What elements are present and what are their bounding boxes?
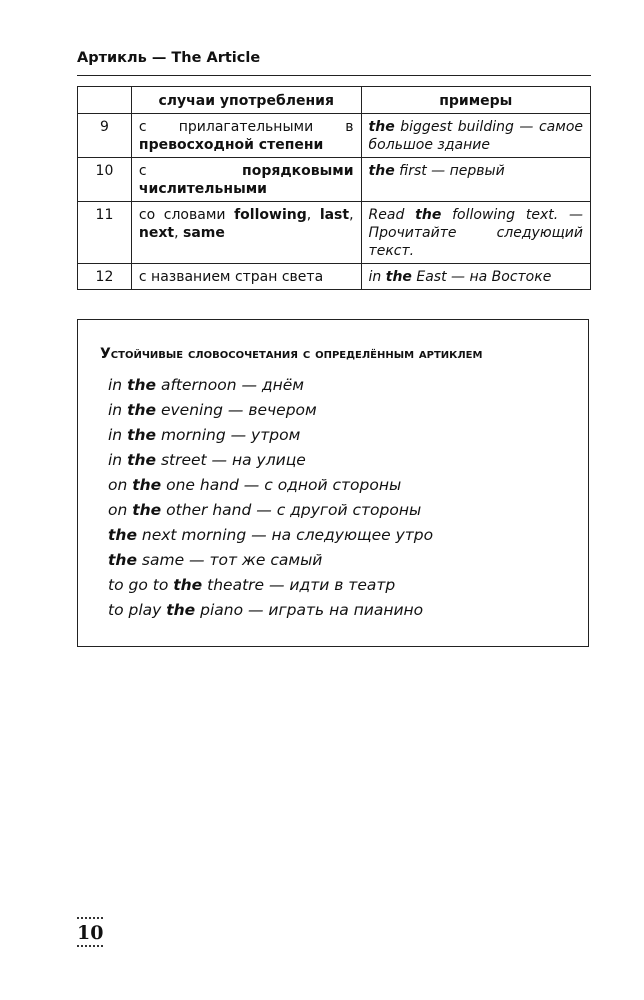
text-run: first — первый [394,163,505,179]
bold-text-run: the [368,163,395,179]
text-run: in [108,426,128,444]
text-run: same — тот же самый [136,551,323,569]
bold-text-run: the [132,476,162,494]
row-number: 11 [78,202,132,264]
column-header-examples: примеры [361,87,590,114]
text-run: street — на улице [156,451,306,469]
table-row [78,264,591,290]
text-run: , [174,225,183,241]
text-run: , [349,207,354,223]
bold-text-run: same [183,225,225,241]
bold-text-run: the [132,501,162,519]
text-run: morning — утром [156,426,301,444]
set-phrases-list [108,373,433,623]
bold-text-run: the [108,551,137,569]
list-item [108,423,433,448]
text-run: afternoon — днём [156,376,304,394]
usage-cell [131,158,361,202]
text-run: to play [108,601,167,619]
bold-text-run: the [127,401,157,419]
text-run: on [108,501,133,519]
bold-text-run: the [385,269,412,285]
running-header: Артикль — The Article [77,50,261,66]
example-cell [361,264,590,290]
text-run: с [138,163,243,179]
bold-text-run: the [166,601,196,619]
row-number: 9 [78,114,132,158]
table-row [78,158,591,202]
text-run: с прилагательными в [138,119,354,135]
example-cell [361,158,590,202]
list-item [108,473,433,498]
bold-text-run: порядковыми числительными [138,163,354,197]
bold-text-run: the [415,207,442,223]
table-header-row [78,87,591,114]
text-run: piano — играть на пианино [195,601,424,619]
set-phrases-box [77,319,589,647]
usage-cell [131,202,361,264]
column-header-usage: случаи употребления [131,87,361,114]
table-body [78,114,591,290]
bold-text-run: last [319,207,350,223]
list-item [108,373,433,398]
column-header-number [78,87,132,114]
text-run: East — на Востоке [411,269,552,285]
table-row [78,202,591,264]
text-run: in [108,376,128,394]
usage-cell [131,264,361,290]
list-item [108,598,433,623]
list-item [108,523,433,548]
text-run: in [108,451,128,469]
text-run: to go to [108,576,174,594]
text-run: one hand — с одной стороны [161,476,402,494]
bold-text-run: the [127,376,157,394]
text-run: in [108,401,128,419]
usage-table [77,86,591,290]
text-run: other hand — с другой стороны [161,501,422,519]
bold-text-run: the [127,451,157,469]
text-run: following text. — Прочитайте следующий текст. [368,207,583,259]
table-row [78,114,591,158]
page-number-dots-top [77,917,103,919]
text-run: с названием стран света [138,269,324,285]
page-number: 10 [77,922,104,944]
row-number: 12 [78,264,132,290]
text-run: in [368,269,386,285]
set-phrases-title: Устойчивые словосочетания с определённым артиклем [100,346,483,362]
bold-text-run: the [368,119,395,135]
header-rule [77,75,591,76]
list-item [108,498,433,523]
text-run: theatre — идти в театр [202,576,396,594]
bold-text-run: the [108,526,137,544]
example-cell [361,202,590,264]
list-item [108,573,433,598]
list-item [108,548,433,573]
text-run: , [306,207,320,223]
list-item [108,448,433,473]
bold-text-run: превосходной степени [138,137,324,153]
text-run: Read [368,207,416,223]
text-run: next morning — на следующее утро [136,526,434,544]
bold-text-run: next [138,225,175,241]
bold-text-run: the [173,576,203,594]
example-cell [361,114,590,158]
text-run: со словами [138,207,235,223]
usage-cell [131,114,361,158]
text-run: evening — вечером [156,401,317,419]
list-item [108,398,433,423]
text-run: on [108,476,133,494]
row-number: 10 [78,158,132,202]
bold-text-run: the [127,426,157,444]
page-number-dots-bottom [77,945,103,947]
bold-text-run: following [234,207,307,223]
text-run: biggest building — самое большое здание [368,119,583,153]
